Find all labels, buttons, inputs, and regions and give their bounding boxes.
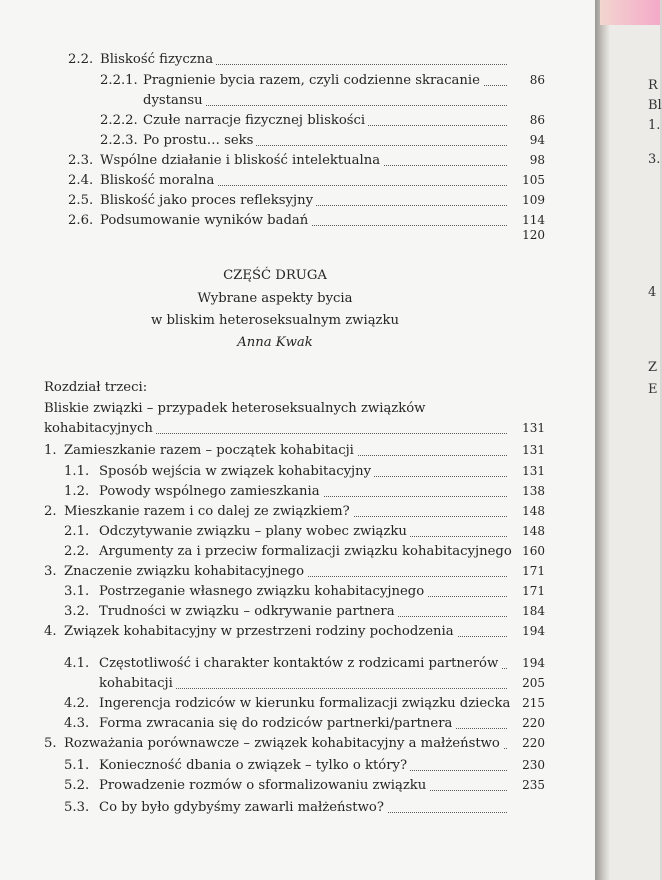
toc-entry-number: 2.2.3. (100, 133, 138, 148)
toc-entry-page: 215 (522, 696, 545, 710)
toc-entry-number: 2.6. (68, 213, 94, 228)
part-author: Anna Kwak (237, 335, 313, 350)
toc-entry-title: Prowadzenie rozmów o sformalizowaniu związku (99, 778, 429, 794)
toc-entry-page: 230 (522, 758, 545, 772)
right-page-fragment: E (648, 382, 658, 397)
toc-entry (0, 228, 545, 246)
toc-entry-title: kohabitacji (99, 676, 176, 692)
part-label: CZĘŚĆ DRUGA (223, 268, 327, 283)
toc-entry-number: 4.1. (64, 656, 90, 671)
toc-entry-number: 1.1. (64, 464, 90, 479)
toc-entry-title: Bliskość moralna (100, 173, 217, 189)
toc-entry-page: 105 (522, 173, 545, 187)
right-page-fragment: R (648, 78, 658, 93)
toc-entry-page: 138 (522, 484, 545, 498)
book-spine-shadow (595, 0, 610, 880)
toc-entry-number: 5. (44, 736, 57, 751)
toc-entry-page: 184 (522, 604, 545, 618)
toc-entry-title: Trudności w związku – odkrywanie partnera (99, 604, 398, 620)
toc-entry-page: 86 (529, 113, 545, 127)
toc-entry-title: Rozważania porównawcze – związek kohabitacyjny a małżeństwo (64, 736, 503, 752)
toc-entry-page: 94 (529, 133, 545, 147)
toc-entry-title: Znaczenie związku kohabitacyjnego (64, 564, 307, 580)
toc-entry-title: Bliskość fizyczna (100, 52, 216, 68)
toc-entry-number: 5.1. (64, 758, 90, 773)
toc-entry-title: Ingerencja rodziców w kierunku formalizacji związku dziecka (99, 696, 513, 712)
toc-entry-title: Forma zwracania się do rodziców partnerki/partnera (99, 716, 455, 732)
toc-entry-title: Czułe narracje fizycznej bliskości (143, 113, 368, 129)
chapter-label: Rozdział trzeci: (44, 380, 148, 395)
right-page-fragment: 3. (648, 152, 661, 167)
toc-entry-page: 98 (529, 153, 545, 167)
toc-entry-page: 148 (522, 524, 545, 538)
toc-entry-title: Wspólne działanie i bliskość intelektualna (100, 153, 383, 169)
toc-entry-number: 2.2. (68, 52, 94, 67)
toc-entry-page: 86 (529, 73, 545, 87)
toc-entry-title: Częstotliwość i charakter kontaktów z rodzicami partnerów (99, 656, 501, 672)
chapter-title-line-1: Bliskie związki – przypadek heteroseksualnych związków (44, 401, 426, 416)
right-page-fragment: Z (648, 360, 658, 375)
toc-entry-number: 4. (44, 624, 57, 639)
toc-entry-number: 5.3. (64, 800, 90, 815)
toc-entry-title: Po prostu… seks (143, 133, 256, 149)
toc-entry-title: Konieczność dbania o związek – tylko o który? (99, 758, 410, 774)
toc-entry-page: 220 (522, 736, 545, 750)
right-page-fragment: Bl (648, 98, 662, 113)
pink-tab (600, 0, 660, 25)
toc-entry-page: 148 (522, 504, 545, 518)
book-page-right (610, 0, 660, 880)
toc-entry-number: 2.4. (68, 173, 94, 188)
toc-entry-number: 2.3. (68, 153, 94, 168)
toc-entry-page: 235 (522, 778, 545, 792)
toc-entry (0, 800, 545, 818)
toc-entry-page: 160 (522, 544, 545, 558)
toc-entry-title: Postrzeganie własnego związku kohabitacyjnego (99, 584, 427, 600)
toc-entry-page: 171 (522, 584, 545, 598)
toc-entry-number: 2.2.2. (100, 113, 138, 128)
toc-entry-title: Związek kohabitacyjny w przestrzeni rodziny pochodzenia (64, 624, 457, 640)
toc-entry-page: 131 (522, 421, 545, 435)
toc-entry-title: Powody wspólnego zamieszkania (99, 484, 323, 500)
toc-entry (0, 778, 545, 796)
toc-entry-number: 4.3. (64, 716, 90, 731)
toc-entry-number: 3. (44, 564, 57, 579)
toc-entry-title: kohabitacyjnych (44, 421, 156, 437)
toc-entry-number: 2.5. (68, 193, 94, 208)
toc-entry-number: 5.2. (64, 778, 90, 793)
chapter-title-line-2 (0, 421, 545, 439)
toc-entry-number: 3.2. (64, 604, 90, 619)
toc-entry-number: 2.2.1. (100, 73, 138, 88)
toc-entry-page: 131 (522, 443, 545, 457)
toc-entry-title: Co by było gdybyśmy zawarli małżeństwo? (99, 800, 387, 816)
toc-entry-number: 1. (44, 443, 57, 458)
toc-entry-page: 205 (522, 676, 545, 690)
right-page-fragment: 1. (648, 118, 661, 133)
toc-entry-page: 120 (522, 228, 545, 242)
right-page-fragment: 4 (648, 285, 657, 300)
toc-entry-number: 3.1. (64, 584, 90, 599)
part-title-line-1: Wybrane aspekty bycia (197, 291, 353, 306)
toc-entry-page: 109 (522, 193, 545, 207)
toc-entry (0, 624, 545, 642)
part-title-line-2: w bliskim heteroseksualnym związku (151, 313, 399, 328)
toc-entry-number: 2. (44, 504, 57, 519)
toc-entry (0, 443, 545, 461)
toc-entry-title: dystansu (143, 93, 206, 109)
toc-entry-page: 114 (522, 213, 545, 227)
toc-entry-title: Sposób wejścia w związek kohabitacyjny (99, 464, 374, 480)
toc-entry-page: 194 (522, 656, 545, 670)
toc-entry-title: Mieszkanie razem i co dalej ze związkiem? (64, 504, 353, 520)
toc-entry-title: Zamieszkanie razem – początek kohabitacji (64, 443, 357, 459)
toc-entry-number: 2.1. (64, 524, 90, 539)
toc-entry-page: 131 (522, 464, 545, 478)
toc-entry-title: Bliskość jako proces refleksyjny (100, 193, 316, 209)
toc-entry-title: Podsumowanie wyników badań (100, 213, 311, 229)
toc-entry (0, 52, 545, 70)
toc-entry-title: Argumenty za i przeciw formalizacji związku kohabitacyjnego (99, 544, 515, 560)
toc-entry-page: 194 (522, 624, 545, 638)
toc-entry-number: 1.2. (64, 484, 90, 499)
toc-entry-page: 171 (522, 564, 545, 578)
toc-entry-page: 220 (522, 716, 545, 730)
toc-entry-number: 4.2. (64, 696, 90, 711)
toc-entry-number: 2.2. (64, 544, 90, 559)
toc-entry (0, 736, 545, 754)
toc-entry-title: Pragnienie bycia razem, czyli codzienne skracanie (143, 73, 483, 89)
toc-entry-title: Odczytywanie związku – plany wobec związku (99, 524, 410, 540)
